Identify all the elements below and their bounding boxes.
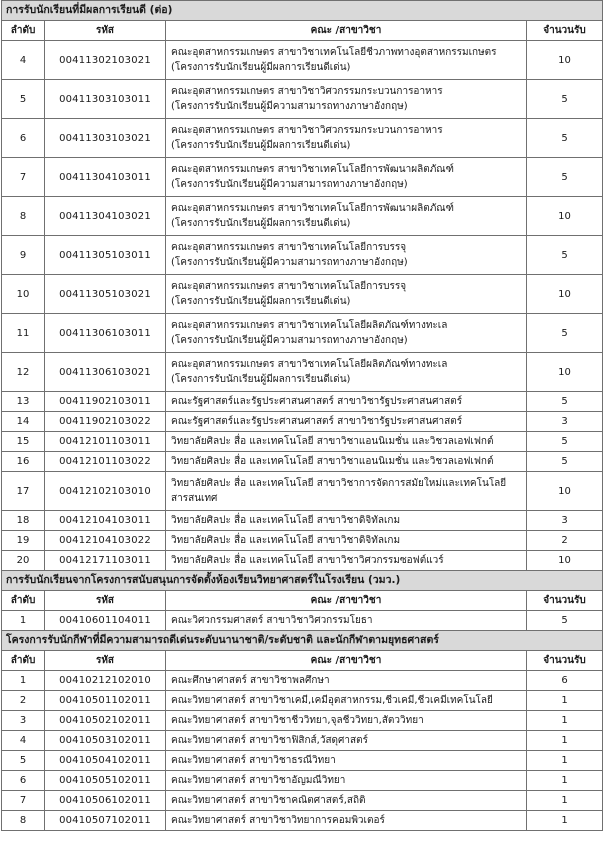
faculty-major (166, 412, 527, 432)
table-row (2, 41, 603, 80)
admission-count: 5 (527, 314, 603, 353)
row-number: 14 (2, 412, 45, 432)
faculty-major-line: คณะอุตสาหกรรมเกษตร สาขาวิชาเทคโนโลยีการบรรจุ (171, 281, 407, 292)
admission-count: 3 (527, 412, 603, 432)
section-title: การรับนักเรียนจากโครงการสนับสนุนการจัดตั้งห้องเรียนวิทยาศาสตร์ในโรงเรียน (วมว.) (2, 571, 603, 591)
faculty-major (166, 731, 527, 751)
header-no: ลำดับ (2, 21, 45, 41)
admission-count: 3 (527, 511, 603, 531)
table-row (2, 691, 603, 711)
faculty-major (166, 711, 527, 731)
admission-count: 5 (527, 392, 603, 412)
program-code: 00411902103022 (45, 412, 166, 432)
faculty-major-line: คณะวิทยาศาสตร์ สาขาวิชาคณิตศาสตร์,สถิติ (171, 795, 366, 806)
faculty-major (166, 41, 527, 80)
faculty-major (166, 275, 527, 314)
admission-count: 1 (527, 811, 603, 831)
row-number: 1 (2, 671, 45, 691)
faculty-major (166, 811, 527, 831)
admission-count: 6 (527, 671, 603, 691)
table-row (2, 80, 603, 119)
table-row (2, 452, 603, 472)
faculty-major-line: วิทยาลัยศิลปะ สื่อ และเทคโนโลยี สาขาวิชาแอนนิเมชั่น และวิชวลเอฟเฟกต์ (171, 456, 494, 467)
admission-count: 5 (527, 611, 603, 631)
faculty-major-line: คณะวิทยาศาสตร์ สาขาวิชาชีววิทยา,จุลชีววิทยา,สัตววิทยา (171, 715, 424, 726)
program-code: 00412104103011 (45, 511, 166, 531)
table-row (2, 551, 603, 571)
program-code: 00410502102011 (45, 711, 166, 731)
row-number: 9 (2, 236, 45, 275)
admission-count: 10 (527, 551, 603, 571)
faculty-major-line: คณะวิทยาศาสตร์ สาขาวิชาอัญมณีวิทยา (171, 775, 346, 786)
faculty-major-line: คณะศึกษาศาสตร์ สาขาวิชาพลศึกษา (171, 675, 330, 686)
section-title-row (2, 1, 603, 21)
admission-count: 5 (527, 452, 603, 472)
header-code: รหัส (45, 651, 166, 671)
header-faculty: คณะ /สาขาวิชา (166, 651, 527, 671)
faculty-major (166, 551, 527, 571)
program-code: 00411304103021 (45, 197, 166, 236)
admission-count: 5 (527, 158, 603, 197)
program-code: 00410504102011 (45, 751, 166, 771)
faculty-major-line: คณะวิทยาศาสตร์ สาขาวิชาฟิสิกส์,วัสดุศาสตร์ (171, 735, 368, 746)
row-number: 7 (2, 158, 45, 197)
faculty-major-line: คณะอุตสาหกรรมเกษตร สาขาวิชาเทคโนโลยีการพัฒนาผลิตภัณฑ์ (171, 203, 454, 214)
table-header-row (2, 21, 603, 41)
table-row (2, 731, 603, 751)
table-header-row (2, 591, 603, 611)
faculty-major (166, 392, 527, 412)
row-number: 19 (2, 531, 45, 551)
faculty-major-line: วิทยาลัยศิลปะ สื่อ และเทคโนโลยี สาขาวิชาดิจิทัลเกม (171, 515, 401, 526)
faculty-major (166, 791, 527, 811)
faculty-major-line: คณะรัฐศาสตร์และรัฐประศาสนศาสตร์ สาขาวิชารัฐประศาสนศาสตร์ (171, 396, 463, 407)
section-title: โครงการรับนักกีฬาที่มีความสามารถดีเด่นระดับนานาชาติ/ระดับชาติ และนักกีฬาตามยุทธศาสตร์ (2, 631, 603, 651)
section-title-row (2, 631, 603, 651)
faculty-major (166, 197, 527, 236)
row-number: 8 (2, 197, 45, 236)
row-number: 6 (2, 119, 45, 158)
table-row (2, 511, 603, 531)
faculty-major (166, 531, 527, 551)
header-count: จำนวนรับ (527, 591, 603, 611)
table-row (2, 811, 603, 831)
faculty-major (166, 119, 527, 158)
row-number: 6 (2, 771, 45, 791)
faculty-major-line: คณะวิทยาศาสตร์ สาขาวิชาธรณีวิทยา (171, 755, 336, 766)
admission-count: 10 (527, 197, 603, 236)
faculty-major-line: (โครงการรับนักเรียนผู้มีความสามารถทางภาษาอังกฤษ) (171, 179, 408, 190)
section-title-row (2, 571, 603, 591)
faculty-major (166, 353, 527, 392)
faculty-major (166, 452, 527, 472)
faculty-major (166, 691, 527, 711)
table-row (2, 412, 603, 432)
header-code: รหัส (45, 591, 166, 611)
header-code: รหัส (45, 21, 166, 41)
program-code: 00410212102010 (45, 671, 166, 691)
faculty-major-line: คณะวิทยาศาสตร์ สาขาวิชาวิทยาการคอมพิวเตอร์ (171, 815, 385, 826)
faculty-major-line: (โครงการรับนักเรียนผู้มีผลการเรียนดีเด่น) (171, 218, 351, 229)
table-row (2, 236, 603, 275)
row-number: 11 (2, 314, 45, 353)
faculty-major (166, 236, 527, 275)
table-row (2, 119, 603, 158)
admission-count: 10 (527, 275, 603, 314)
row-number: 5 (2, 80, 45, 119)
faculty-major-line: คณะอุตสาหกรรมเกษตร สาขาวิชาเทคโนโลยีการพัฒนาผลิตภัณฑ์ (171, 164, 454, 175)
admission-count: 1 (527, 791, 603, 811)
row-number: 4 (2, 731, 45, 751)
row-number: 12 (2, 353, 45, 392)
table-row (2, 711, 603, 731)
faculty-major-line: (โครงการรับนักเรียนผู้มีความสามารถทางภาษาอังกฤษ) (171, 257, 408, 268)
header-faculty: คณะ /สาขาวิชา (166, 21, 527, 41)
admission-table-body (2, 1, 603, 831)
row-number: 10 (2, 275, 45, 314)
table-row (2, 751, 603, 771)
header-no: ลำดับ (2, 591, 45, 611)
table-row (2, 531, 603, 551)
row-number: 18 (2, 511, 45, 531)
faculty-major-line: คณะวิศวกรรมศาสตร์ สาขาวิชาวิศวกรรมโยธา (171, 615, 373, 626)
header-count: จำนวนรับ (527, 21, 603, 41)
faculty-major (166, 751, 527, 771)
faculty-major (166, 771, 527, 791)
row-number: 17 (2, 472, 45, 511)
header-faculty: คณะ /สาขาวิชา (166, 591, 527, 611)
row-number: 2 (2, 691, 45, 711)
program-code: 00410507102011 (45, 811, 166, 831)
admission-count: 10 (527, 472, 603, 511)
admission-count: 10 (527, 41, 603, 80)
program-code: 00411902103011 (45, 392, 166, 412)
faculty-major (166, 671, 527, 691)
faculty-major-line: วิทยาลัยศิลปะ สื่อ และเทคโนโลยี สาขาวิชาแอนนิเมชั่น และวิชวลเอฟเฟกต์ (171, 436, 494, 447)
admission-count: 5 (527, 119, 603, 158)
program-code: 00410601104011 (45, 611, 166, 631)
row-number: 4 (2, 41, 45, 80)
program-code: 00411303103021 (45, 119, 166, 158)
table-row (2, 791, 603, 811)
program-code: 00412102103010 (45, 472, 166, 511)
faculty-major (166, 158, 527, 197)
row-number: 7 (2, 791, 45, 811)
faculty-major (166, 314, 527, 353)
table-row (2, 275, 603, 314)
table-row (2, 158, 603, 197)
row-number: 5 (2, 751, 45, 771)
program-code: 00412101103022 (45, 452, 166, 472)
faculty-major-line: คณะอุตสาหกรรมเกษตร สาขาวิชาวิศวกรรมกระบวนการอาหาร (171, 125, 443, 136)
program-code: 00411305103021 (45, 275, 166, 314)
admission-count: 1 (527, 771, 603, 791)
program-code: 00411305103011 (45, 236, 166, 275)
table-header-row (2, 651, 603, 671)
program-code: 00410505102011 (45, 771, 166, 791)
program-code: 00412101103011 (45, 432, 166, 452)
admission-count: 5 (527, 80, 603, 119)
table-row (2, 392, 603, 412)
faculty-major (166, 432, 527, 452)
table-row (2, 472, 603, 511)
program-code: 00412104103022 (45, 531, 166, 551)
admission-count: 5 (527, 236, 603, 275)
faculty-major-line: วิทยาลัยศิลปะ สื่อ และเทคโนโลยี สาขาวิชาวิศวกรรมซอฟต์แวร์ (171, 555, 444, 566)
table-row (2, 611, 603, 631)
admission-table (1, 0, 603, 831)
faculty-major-line: (โครงการรับนักเรียนผู้มีผลการเรียนดีเด่น) (171, 374, 351, 385)
row-number: 13 (2, 392, 45, 412)
faculty-major-line: คณะอุตสาหกรรมเกษตร สาขาวิชาเทคโนโลยีชีวภาพทางอุตสาหกรรมเกษตร (171, 47, 497, 58)
header-no: ลำดับ (2, 651, 45, 671)
row-number: 8 (2, 811, 45, 831)
table-row (2, 197, 603, 236)
table-row (2, 432, 603, 452)
program-code: 00411306103021 (45, 353, 166, 392)
faculty-major-line: (โครงการรับนักเรียนผู้มีความสามารถทางภาษาอังกฤษ) (171, 335, 408, 346)
admission-count: 1 (527, 691, 603, 711)
program-code: 00412171103011 (45, 551, 166, 571)
row-number: 3 (2, 711, 45, 731)
faculty-major-line: คณะอุตสาหกรรมเกษตร สาขาวิชาวิศวกรรมกระบวนการอาหาร (171, 86, 443, 97)
table-row (2, 771, 603, 791)
faculty-major-line: วิทยาลัยศิลปะ สื่อ และเทคโนโลยี สาขาวิชาดิจิทัลเกม (171, 535, 401, 546)
table-row (2, 353, 603, 392)
faculty-major-line: (โครงการรับนักเรียนผู้มีผลการเรียนดีเด่น) (171, 296, 351, 307)
admission-count: 2 (527, 531, 603, 551)
header-count: จำนวนรับ (527, 651, 603, 671)
faculty-major-line: คณะรัฐศาสตร์และรัฐประศาสนศาสตร์ สาขาวิชารัฐประศาสนศาสตร์ (171, 416, 463, 427)
faculty-major (166, 472, 527, 511)
admission-count: 5 (527, 432, 603, 452)
faculty-major-line: (โครงการรับนักเรียนผู้มีผลการเรียนดีเด่น) (171, 140, 351, 151)
faculty-major (166, 80, 527, 119)
program-code: 00410506102011 (45, 791, 166, 811)
faculty-major-line: (โครงการรับนักเรียนผู้มีความสามารถทางภาษาอังกฤษ) (171, 101, 408, 112)
admission-count: 1 (527, 711, 603, 731)
admission-count: 10 (527, 353, 603, 392)
faculty-major-line: คณะวิทยาศาสตร์ สาขาวิชาเคมี,เคมีอุตสาหกรรม,ชีวเคมี,ชีวเคมีเทคโนโลยี (171, 695, 493, 706)
row-number: 1 (2, 611, 45, 631)
row-number: 20 (2, 551, 45, 571)
program-code: 00410501102011 (45, 691, 166, 711)
section-title: การรับนักเรียนที่มีผลการเรียนดี (ต่อ) (2, 1, 603, 21)
faculty-major-line: คณะอุตสาหกรรมเกษตร สาขาวิชาเทคโนโลยีผลิตภัณฑ์ทางทะเล (171, 320, 448, 331)
faculty-major-line: (โครงการรับนักเรียนผู้มีผลการเรียนดีเด่น) (171, 62, 351, 73)
faculty-major-line: คณะอุตสาหกรรมเกษตร สาขาวิชาเทคโนโลยีผลิตภัณฑ์ทางทะเล (171, 359, 448, 370)
faculty-major-line: สารสนเทศ (171, 493, 218, 504)
faculty-major (166, 611, 527, 631)
admission-count: 1 (527, 751, 603, 771)
program-code: 00411303103011 (45, 80, 166, 119)
faculty-major-line: คณะอุตสาหกรรมเกษตร สาขาวิชาเทคโนโลยีการบรรจุ (171, 242, 407, 253)
table-row (2, 314, 603, 353)
program-code: 00411302103021 (45, 41, 166, 80)
faculty-major (166, 511, 527, 531)
row-number: 16 (2, 452, 45, 472)
program-code: 00411304103011 (45, 158, 166, 197)
row-number: 15 (2, 432, 45, 452)
table-row (2, 671, 603, 691)
admission-count: 1 (527, 731, 603, 751)
program-code: 00410503102011 (45, 731, 166, 751)
program-code: 00411306103011 (45, 314, 166, 353)
faculty-major-line: วิทยาลัยศิลปะ สื่อ และเทคโนโลยี สาขาวิชาการจัดการสมัยใหม่และเทคโนโลยี (171, 478, 507, 489)
